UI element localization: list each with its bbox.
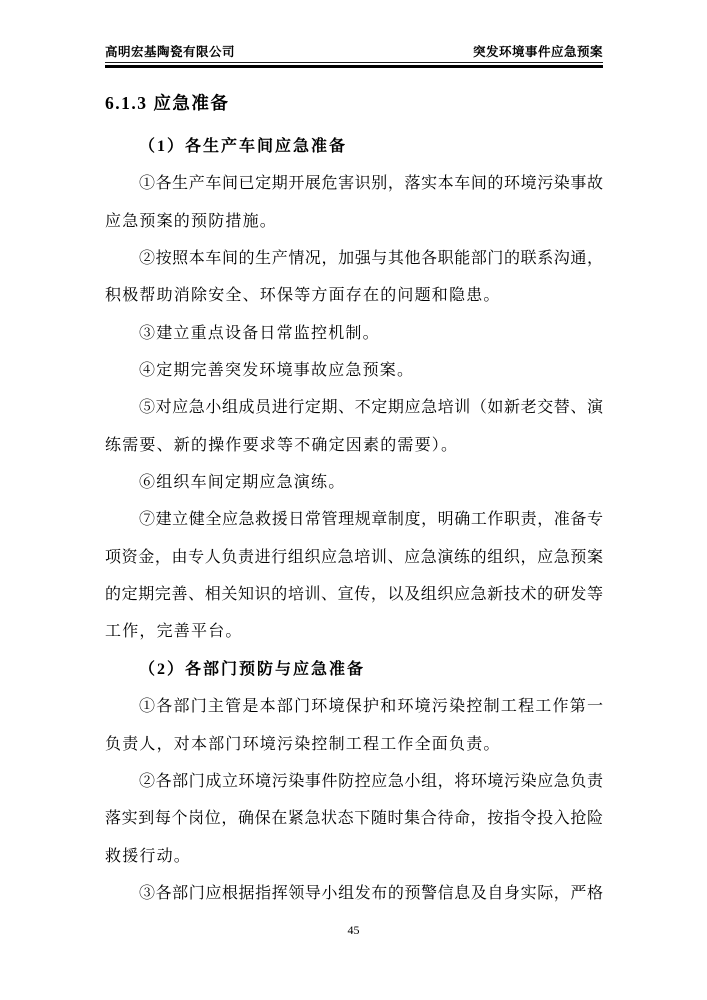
header-divider [105,62,603,68]
section-number-title: 6.1.3 应急准备 [105,93,230,113]
paragraph-line: ①各部门主管是本部门环境保护和环境污染控制工程工作第一 [139,698,603,716]
paragraph-line: 工作，完善平台。 [105,623,243,641]
paragraph-line: ①各生产车间已定期开展危害识别，落实本车间的环境污染事故 [139,175,603,193]
paragraph-line: ②按照本车间的生产情况，加强与其他各职能部门的联系沟通， [139,250,603,268]
paragraph-line: 积极帮助消除安全、环保等方面存在的问题和隐患。 [105,287,501,305]
paragraph-line: ④定期完善突发环境事故应急预案。 [139,362,415,380]
document-body [105,128,603,912]
paragraph-line: ⑤对应急小组成员进行定期、不定期应急培训（如新老交替、演 [139,399,603,417]
header-company-name: 高明宏基陶瓷有限公司 [105,45,236,59]
paragraph-line: 救援行动。 [105,847,192,865]
paragraph-line: ②各部门成立环境污染事件防控应急小组，将环境污染应急负责 [139,772,603,790]
paragraph-line: 的定期完善、相关知识的培训、宣传，以及组织应急新技术的研发等 [105,586,603,604]
paragraph-line: 应急预案的预防措施。 [105,212,278,230]
section-heading: （1）各生产车间应急准备 [139,138,348,155]
paragraph-line: 练需要、新的操作要求等不确定因素的需要）。 [105,436,459,454]
paragraph-line: ⑥组织车间定期应急演练。 [139,474,346,492]
page-number: 45 [347,923,360,937]
paragraph-line: ⑦建立健全应急救援日常管理规章制度，明确工作职责，准备专 [139,511,603,529]
paragraph-line: ③各部门应根据指挥领导小组发布的预警信息及自身实际，严格 [139,884,603,902]
header-document-title: 突发环境事件应急预案 [472,45,603,59]
paragraph-line: 落实到每个岗位，确保在紧急状态下随时集合待命，按指令投入抢险 [105,810,603,828]
section-heading: （2）各部门预防与应急准备 [139,660,366,678]
paragraph-line: 项资金，由专人负责进行组织应急培训、应急演练的组织，应急预案 [105,548,603,566]
paragraph-line: ③建立重点设备日常监控机制。 [139,324,380,342]
page-header [105,44,603,60]
page-footer [0,922,707,938]
paragraph-line: 负责人，对本部门环境污染控制工程工作全面负责。 [105,735,501,753]
